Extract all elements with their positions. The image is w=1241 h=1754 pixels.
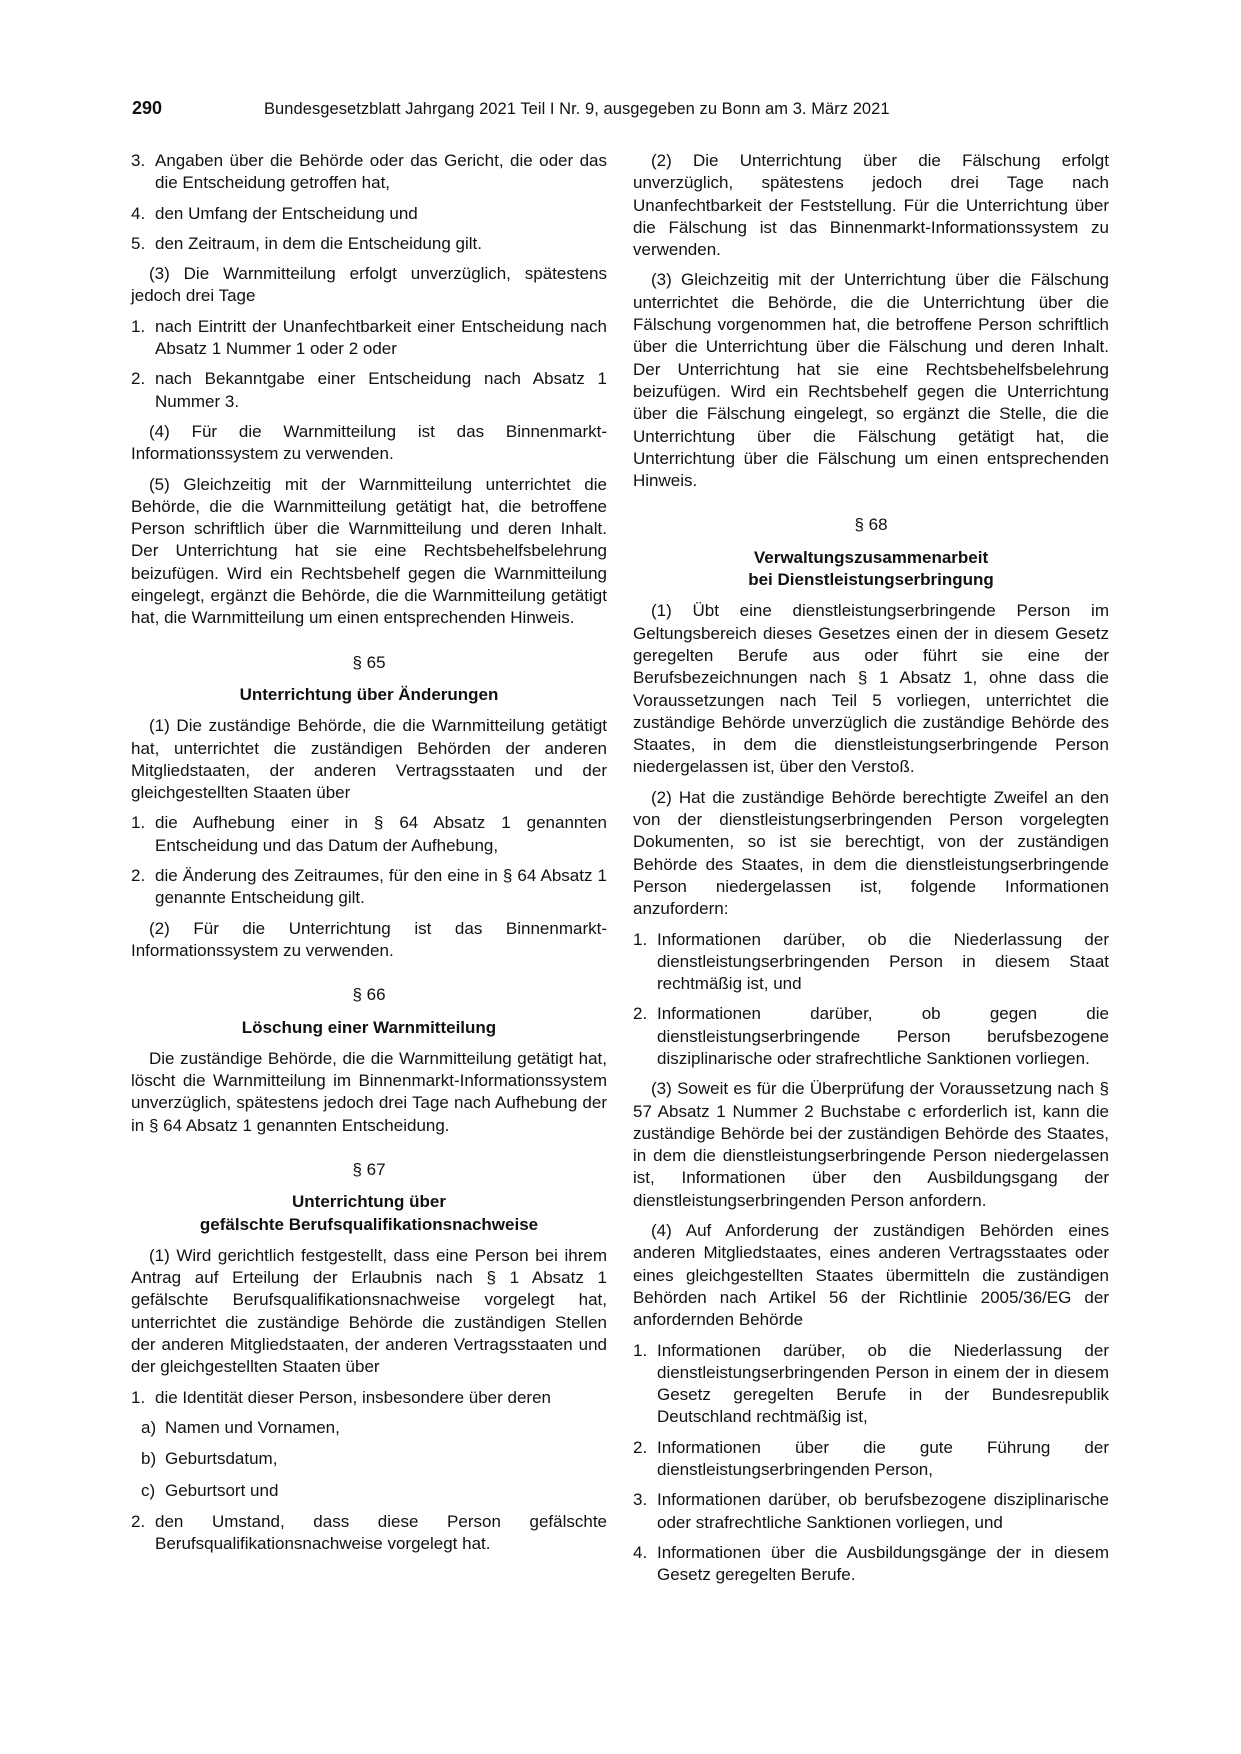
- section-number: § 65: [352, 652, 386, 672]
- list-item: 2. den Umstand, dass diese Person gefälschte Berufsqualifikationsnachweise vorgelegt hat.: [131, 1511, 607, 1554]
- section-number: § 67: [352, 1159, 386, 1179]
- list-item: 5. den Zeitraum, in dem die Entscheidung gilt.: [131, 233, 482, 253]
- paragraph: (4) Für die Warnmitteilung ist das Binnenmarkt-Informationssystem zu verwenden.: [131, 421, 607, 464]
- paragraph: (2) Für die Unterrichtung ist das Binnenmarkt-Informationssystem zu verwenden.: [131, 918, 607, 960]
- sub-list-item: a) Namen und Vornamen,: [141, 1417, 340, 1437]
- section-title-line: gefälschte Berufsqualifikationsnachweise: [199, 1214, 539, 1234]
- paragraph: (1) Übt eine dienstleistungserbringende Person im Geltungsbereich dieses Gesetzes einen der in diesem Gesetz geregelten Berufe aus oder führt sie eine der Berufsbezeichnungen nach § 1 Absatz 1, ohne dass die Voraussetzungen nach Teil 5 vorliegen, unterrichtet die zuständige Behörde unverzüglich die zuständige Behörde des Staates, in dem die dienstleistungserbringende Person niedergelassen ist, über den Verstoß.: [633, 601, 1109, 777]
- section-title-line: Verwaltungszusammenarbeit: [753, 547, 989, 567]
- list-item: 1. Informationen darüber, ob die Niederlassung der dienstleistungserbringenden Person in diesem Staat rechtmäßig ist, und: [633, 929, 1109, 994]
- page-header: [132, 98, 1112, 128]
- paragraph: (2) Die Unterrichtung über die Fälschung erfolgt unverzüglich, spätestens jedoch drei Tage nach Unanfechtbarkeit der Feststellung. Für die Unterrichtung über die Fälschung ist das Binnenmarkt-Informationssystem zu verwenden.: [633, 151, 1109, 260]
- section-title: [131, 1191, 607, 1213]
- list-item: 3. Angaben über die Behörde oder das Gericht, die oder das die Entscheidung getroffen hat,: [131, 151, 607, 193]
- section-number: § 68: [854, 515, 888, 535]
- sub-list-item: b) Geburtsdatum,: [141, 1449, 278, 1469]
- running-head: Bundesgesetzblatt Jahrgang 2021 Teil I Nr. 9, ausgegeben zu Bonn am 3. März 2021: [264, 100, 890, 118]
- section-title-line: Unterrichtung über: [292, 1192, 446, 1212]
- sub-list-item: c) Geburtsort und: [141, 1480, 279, 1500]
- paragraph: (1) Wird gerichtlich festgestellt, dass eine Person bei ihrem Antrag auf Erteilung der Erlaubnis nach § 1 Absatz 1 gefälschte Berufsqualifikationsnachweise vorgelegt hat, unterrichtet die zuständige Behörde die zuständigen Stellen der anderen Mitgliedstaaten, der anderen Vertragsstaaten und der gleichgestellten Staaten über: [131, 1245, 607, 1377]
- section-title: [131, 1214, 607, 1236]
- right-column: [633, 150, 1109, 1595]
- section-number: § 66: [352, 985, 386, 1005]
- left-column: [131, 150, 607, 1563]
- paragraph: (3) Gleichzeitig mit der Unterrichtung über die Fälschung unterrichtet die Behörde, die die Unterrichtung über die Fälschung vorgenommen hat, die betroffene Person schriftlich über die Unterrichtung über die Fälschung und deren Inhalt. Der Unterrichtung hat sie eine Rechtsbehelfsbelehrung beizufügen. Wird ein Rechtsbehelf gegen die Unterrichtung über die Fälschung eingelegt, so ergänzt die Stelle, die die Unterrichtung über die Fälschung getätigt hat, die Unterrichtung über die Fälschung um einen entsprechenden Hinweis.: [633, 270, 1109, 491]
- section-title: [633, 547, 1109, 569]
- list-item: 2. nach Bekanntgabe einer Entscheidung nach Absatz 1 Nummer 3.: [131, 369, 607, 411]
- section-title: Löschung einer Warnmitteilung: [241, 1017, 497, 1037]
- section-title: [633, 569, 1109, 591]
- list-item: 1. die Aufhebung einer in § 64 Absatz 1 genannten Entscheidung und das Datum der Aufhebung,: [131, 813, 607, 855]
- paragraph: (4) Auf Anforderung der zuständigen Behörden eines anderen Mitgliedstaates, eines anderen Vertragsstaates oder eines gleichgestellten Staates übermitteln die zuständigen Behörden nach Artikel 56 der Richtlinie 2005/36/EG der anfordernden Behörde: [633, 1221, 1109, 1330]
- paragraph: (5) Gleichzeitig mit der Warnmitteilung unterrichtet die Behörde, die die Warnmitteilung getätigt hat, die betroffene Person schriftlich über die Warnmitteilung und deren Inhalt. Der Unterrichtung hat sie eine Rechtsbehelfsbelehrung beizufügen. Wird ein Rechtsbehelf gegen die Warnmitteilung eingelegt, ergänzt die Behörde, die die Warnmitteilung getätigt hat, die Warnmitteilung um einen entsprechenden Hinweis.: [131, 474, 607, 628]
- paragraph: (2) Hat die zuständige Behörde berechtigte Zweifel an den von der dienstleistungserbringenden Person vorgelegten Dokumenten, so ist sie berechtigt, von der zuständigen Behörde des Staates, in dem die dienstleistungserbringende Person niedergelassen ist, folgende Informationen anzufordern:: [633, 787, 1109, 919]
- list-item: 1. Informationen darüber, ob die Niederlassung der dienstleistungserbringenden Person in einem der in diesem Gesetz geregelten Berufe in der Bundesrepublik Deutschland rechtmäßig ist,: [633, 1340, 1109, 1427]
- paragraph: Die zuständige Behörde, die die Warnmitteilung getätigt hat, löscht die Warnmitteilung im Binnenmarkt-Informationssystem unverzüglich, spätestens jedoch drei Tage nach Aufhebung der in § 64 Absatz 1 genannten Entscheidung.: [131, 1048, 607, 1135]
- paragraph: (3) Soweit es für die Überprüfung der Voraussetzung nach § 57 Absatz 1 Nummer 2 Buchstabe c erforderlich ist, kann die zuständige Behörde bei der zuständigen Behörde des Staates, in dem die dienstleistungserbringende Person niedergelassen ist, Informationen über den Ausbildungsgang der dienstleistungserbringenden Person anfordern.: [633, 1079, 1109, 1210]
- section-title: Unterrichtung über Änderungen: [239, 684, 499, 704]
- page-number: 290: [132, 98, 163, 118]
- list-item: 1. nach Eintritt der Unanfechtbarkeit einer Entscheidung nach Absatz 1 Nummer 1 oder 2 oder: [131, 316, 607, 359]
- list-item: 4. Informationen über die Ausbildungsgänge der in diesem Gesetz geregelten Berufe.: [633, 1542, 1109, 1585]
- list-item: 2. Informationen über die gute Führung der dienstleistungserbringenden Person,: [633, 1437, 1109, 1480]
- list-item: 2. die Änderung des Zeitraumes, für den eine in § 64 Absatz 1 genannte Entscheidung gilt.: [131, 866, 607, 908]
- paragraph: (1) Die zuständige Behörde, die die Warnmitteilung getätigt hat, unterrichtet die zuständigen Behörden der anderen Mitgliedstaaten, der anderen Vertragsstaaten und der gleichgestellten Staaten über: [131, 716, 607, 803]
- list-item: 4. den Umfang der Entscheidung und: [131, 203, 418, 223]
- paragraph: (3) Die Warnmitteilung erfolgt unverzüglich, spätestens jedoch drei Tage: [131, 264, 607, 306]
- section-title-line: bei Dienstleistungserbringung: [748, 570, 994, 590]
- list-item: 2. Informationen darüber, ob gegen die dienstleistungserbringende Person berufsbezogene disziplinarische oder strafrechtliche Sanktionen vorliegen.: [633, 1004, 1109, 1068]
- list-item: 3. Informationen darüber, ob berufsbezogene disziplinarische oder strafrechtliche Sanktionen vorliegen, und: [633, 1490, 1109, 1532]
- list-item: 1. die Identität dieser Person, insbesondere über deren: [131, 1387, 551, 1407]
